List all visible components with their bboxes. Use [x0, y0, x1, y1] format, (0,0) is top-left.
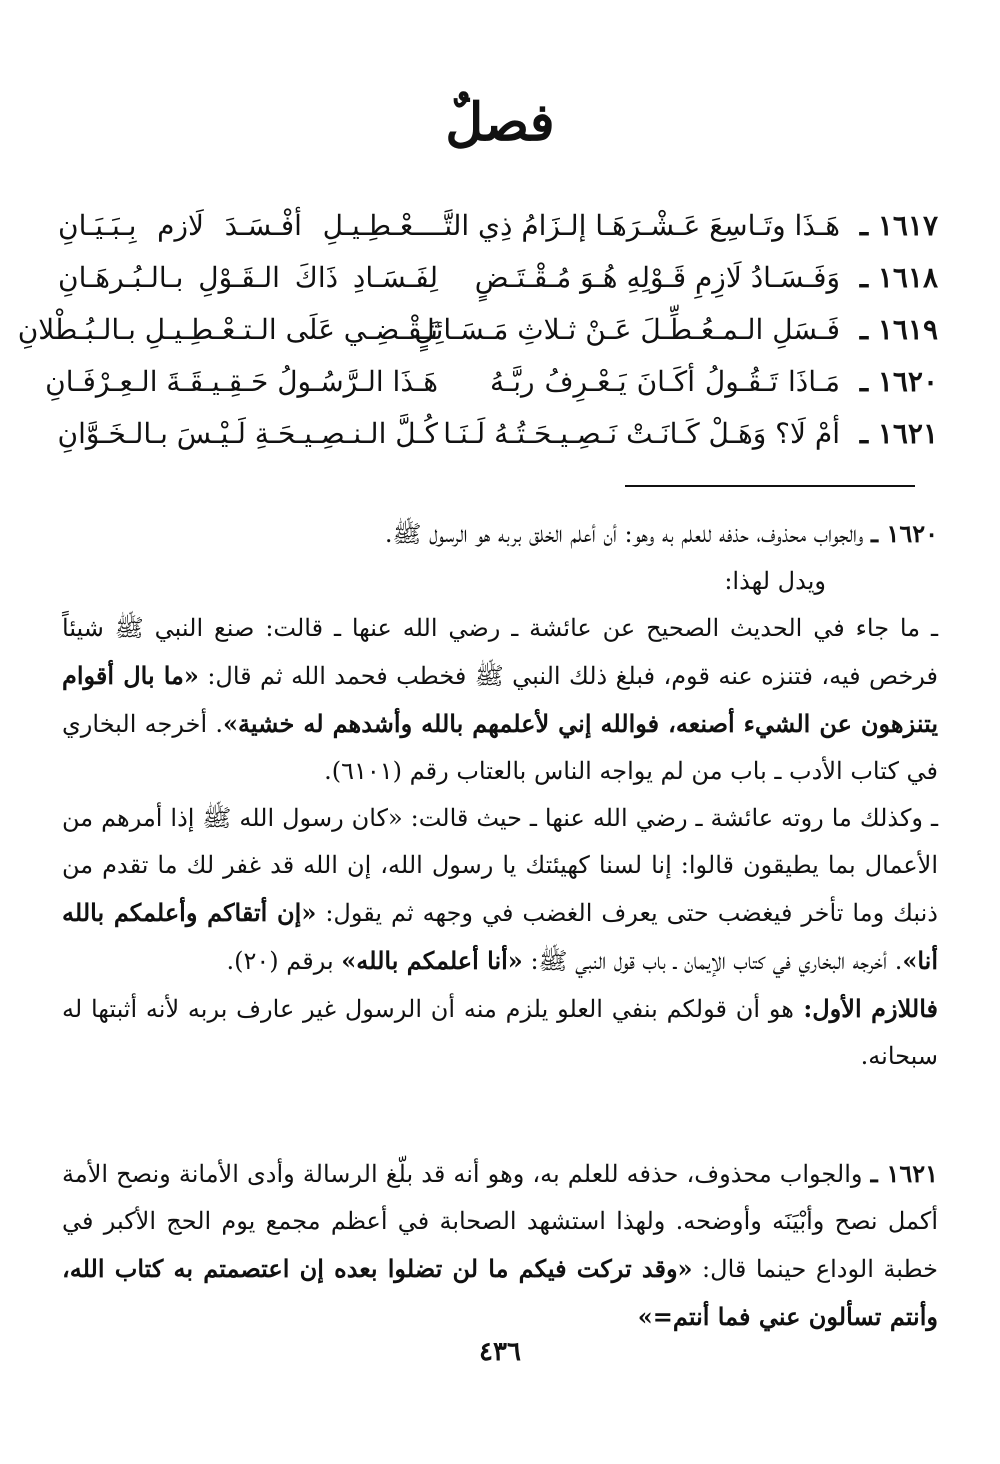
- footnote-number: ١٦٢١ ـ: [870, 1159, 938, 1188]
- hadith-text: ـ وكذلك ما روته عائشة ـ رضي الله عنها ـ حيث قالت: «كان رسول الله ﷺ إذا أمرهم من الأعمال بما يطيقون قالوا: إنا لسنا كهيئتك يا رسول الله، إن الله قد غفر لك ما تقدم من ذنبك وما تأخر فيغضب حتى يعرف الغضب في وجهه ثم يقول:: [62, 804, 938, 927]
- hadith-source: برقم (٢٠).: [226, 947, 342, 975]
- verse-first-hemistich: وَفَـسَـادُ لَازِمِ قَـوْلِهِ هُـوَ مُـقْـتَـضٍ: [474, 261, 840, 294]
- footnote-1620-hadith-1: [62, 605, 938, 795]
- footnote-1620-hadith-2: [62, 795, 938, 985]
- verse-second-hemistich: كُـلَّ الـنـصِـيـحَـةِ لَـيْـسَ بـالـخَـوَّانِ: [57, 417, 438, 450]
- verse-number: ١٦٢٠ ـ: [859, 365, 938, 398]
- hadith-quote: «إن أتقاكم وأعلمكم بالله أنا»: [62, 898, 938, 975]
- verse-first-hemistich: هَـذَا وتَـاسِعَ عَـشْـرَهَـا إلـزَامُ ذِي التَّـ: [436, 209, 840, 242]
- footnote-1621-text: [62, 1150, 938, 1341]
- hadith-quote: «أنا أعلمكم بالله»: [341, 946, 523, 975]
- hadith-quote: «ما بال أقوام يتنزهون عن الشيء أصنعه، فوالله إني لأعلمهم بالله وأشدهم له خشية»: [62, 661, 938, 738]
- footnote-text: والجواب محذوف، حذفه للعلم به، وهو أنه قد بلّغ الرسالة وأدى الأمانة ونصح الأمة أكمل نصح وأبْيَنَه وأوضحه. ولهذا استشهد الصحابة في أعظم مجمع يوم الحج الأكبر في خطبة الوداع حينما قال:: [62, 1160, 938, 1283]
- verse-1620: [45, 356, 938, 408]
- conclusion-text: هو أن قولكم بنفي العلو يلزم منه أن الرسول غير عارف بربه لأنه أثبتها له سبحانه.: [62, 995, 938, 1070]
- footnote-number: ١٦٢٠ ـ: [871, 519, 938, 548]
- verse-1618: [60, 252, 938, 304]
- footnote-separator: [625, 485, 915, 487]
- hadith-source: . أخرجه البخاري في كتاب الإيمان ـ باب قول النبي ﷺ:: [522, 947, 903, 975]
- conclusion-label: فاللازم الأول:: [793, 994, 938, 1023]
- footnote-1620-intro: [62, 510, 938, 558]
- section-heading: فصلٌ: [445, 92, 555, 153]
- page-number: ٤٣٦: [479, 1337, 521, 1367]
- verse-number: ١٦١٧ ـ: [859, 209, 938, 242]
- footnote-1620-conclusion: [62, 985, 938, 1080]
- hadith-source: . أخرجه البخاري في كتاب الأدب ـ باب من لم يواجه الناس بالعتاب رقم (٦١٠١).: [62, 710, 938, 785]
- footnote-text: والجواب محذوف، حذفه للعلم به وهو: أن أعلم الخلق بربه هو الرسول ﷺ.: [384, 520, 864, 548]
- verse-second-hemistich: لِفَـسَـادِ ذَاكَ الـقَـوْلِ بـالـبُـرهَـانِ: [58, 261, 438, 294]
- footnote-1621: [62, 1150, 938, 1341]
- footnote-1620-evidence-label: ويدل لهذا:: [724, 567, 826, 595]
- hadith-text: ـ ما جاء في الحديث الصحيح عن عائشة ـ رضي الله عنها ـ قالت: صنع النبي ﷺ شيئاً فرخص فيه، فتنزه عنه قوم، فبلغ ذلك النبي ﷺ فخطب فحمد الله ثم قال:: [62, 614, 939, 690]
- verse-first-hemistich: مَـاذَا تَـقُـولُ أكَـانَ يَـعْـرِفُ ربَّـهُ: [490, 365, 840, 398]
- verse-first-hemistich: أمْ لَا؟ وَهَـلْ كَـانَـتْ نَـصِـيـحَـتُـهُ لَـنَـا: [443, 417, 840, 450]
- verse-1621: [57, 408, 938, 460]
- verse-first-hemistich: فَـسَلِ الـمـعُـطِّـلَ عَـنْ ثـلاثِ مَـسَـائِلٍ: [414, 313, 840, 346]
- footnote-1620: [62, 510, 938, 1080]
- verse-second-hemistich: هَـذَا الـرَّسُـولُ حَـقِـيـقَـةَ الـعِـرْفَـانِ: [45, 365, 438, 398]
- verse-number: ١٦٢١ ـ: [859, 417, 938, 450]
- hadith-quote: «وقد تركت فيكم ما لن تضلوا بعده إن اعتصمتم به كتاب الله، وأنتم تسألون عني فما أنتم=»: [62, 1254, 938, 1331]
- verse-1617: [60, 200, 938, 252]
- verse-1619: [17, 304, 938, 356]
- verse-second-hemistich: ـــعْـطِـيـلِ أفْـسَـدَ لَازم بِـبَـيَـانِ: [58, 209, 438, 242]
- verse-number: ١٦١٨ ـ: [859, 261, 938, 294]
- verse-second-hemistich: تَـقْـضِـي عَلَى الـتـعْـطِـيـلِ بـالـبُـطْلانِ: [17, 313, 438, 346]
- verse-number: ١٦١٩ ـ: [859, 313, 938, 346]
